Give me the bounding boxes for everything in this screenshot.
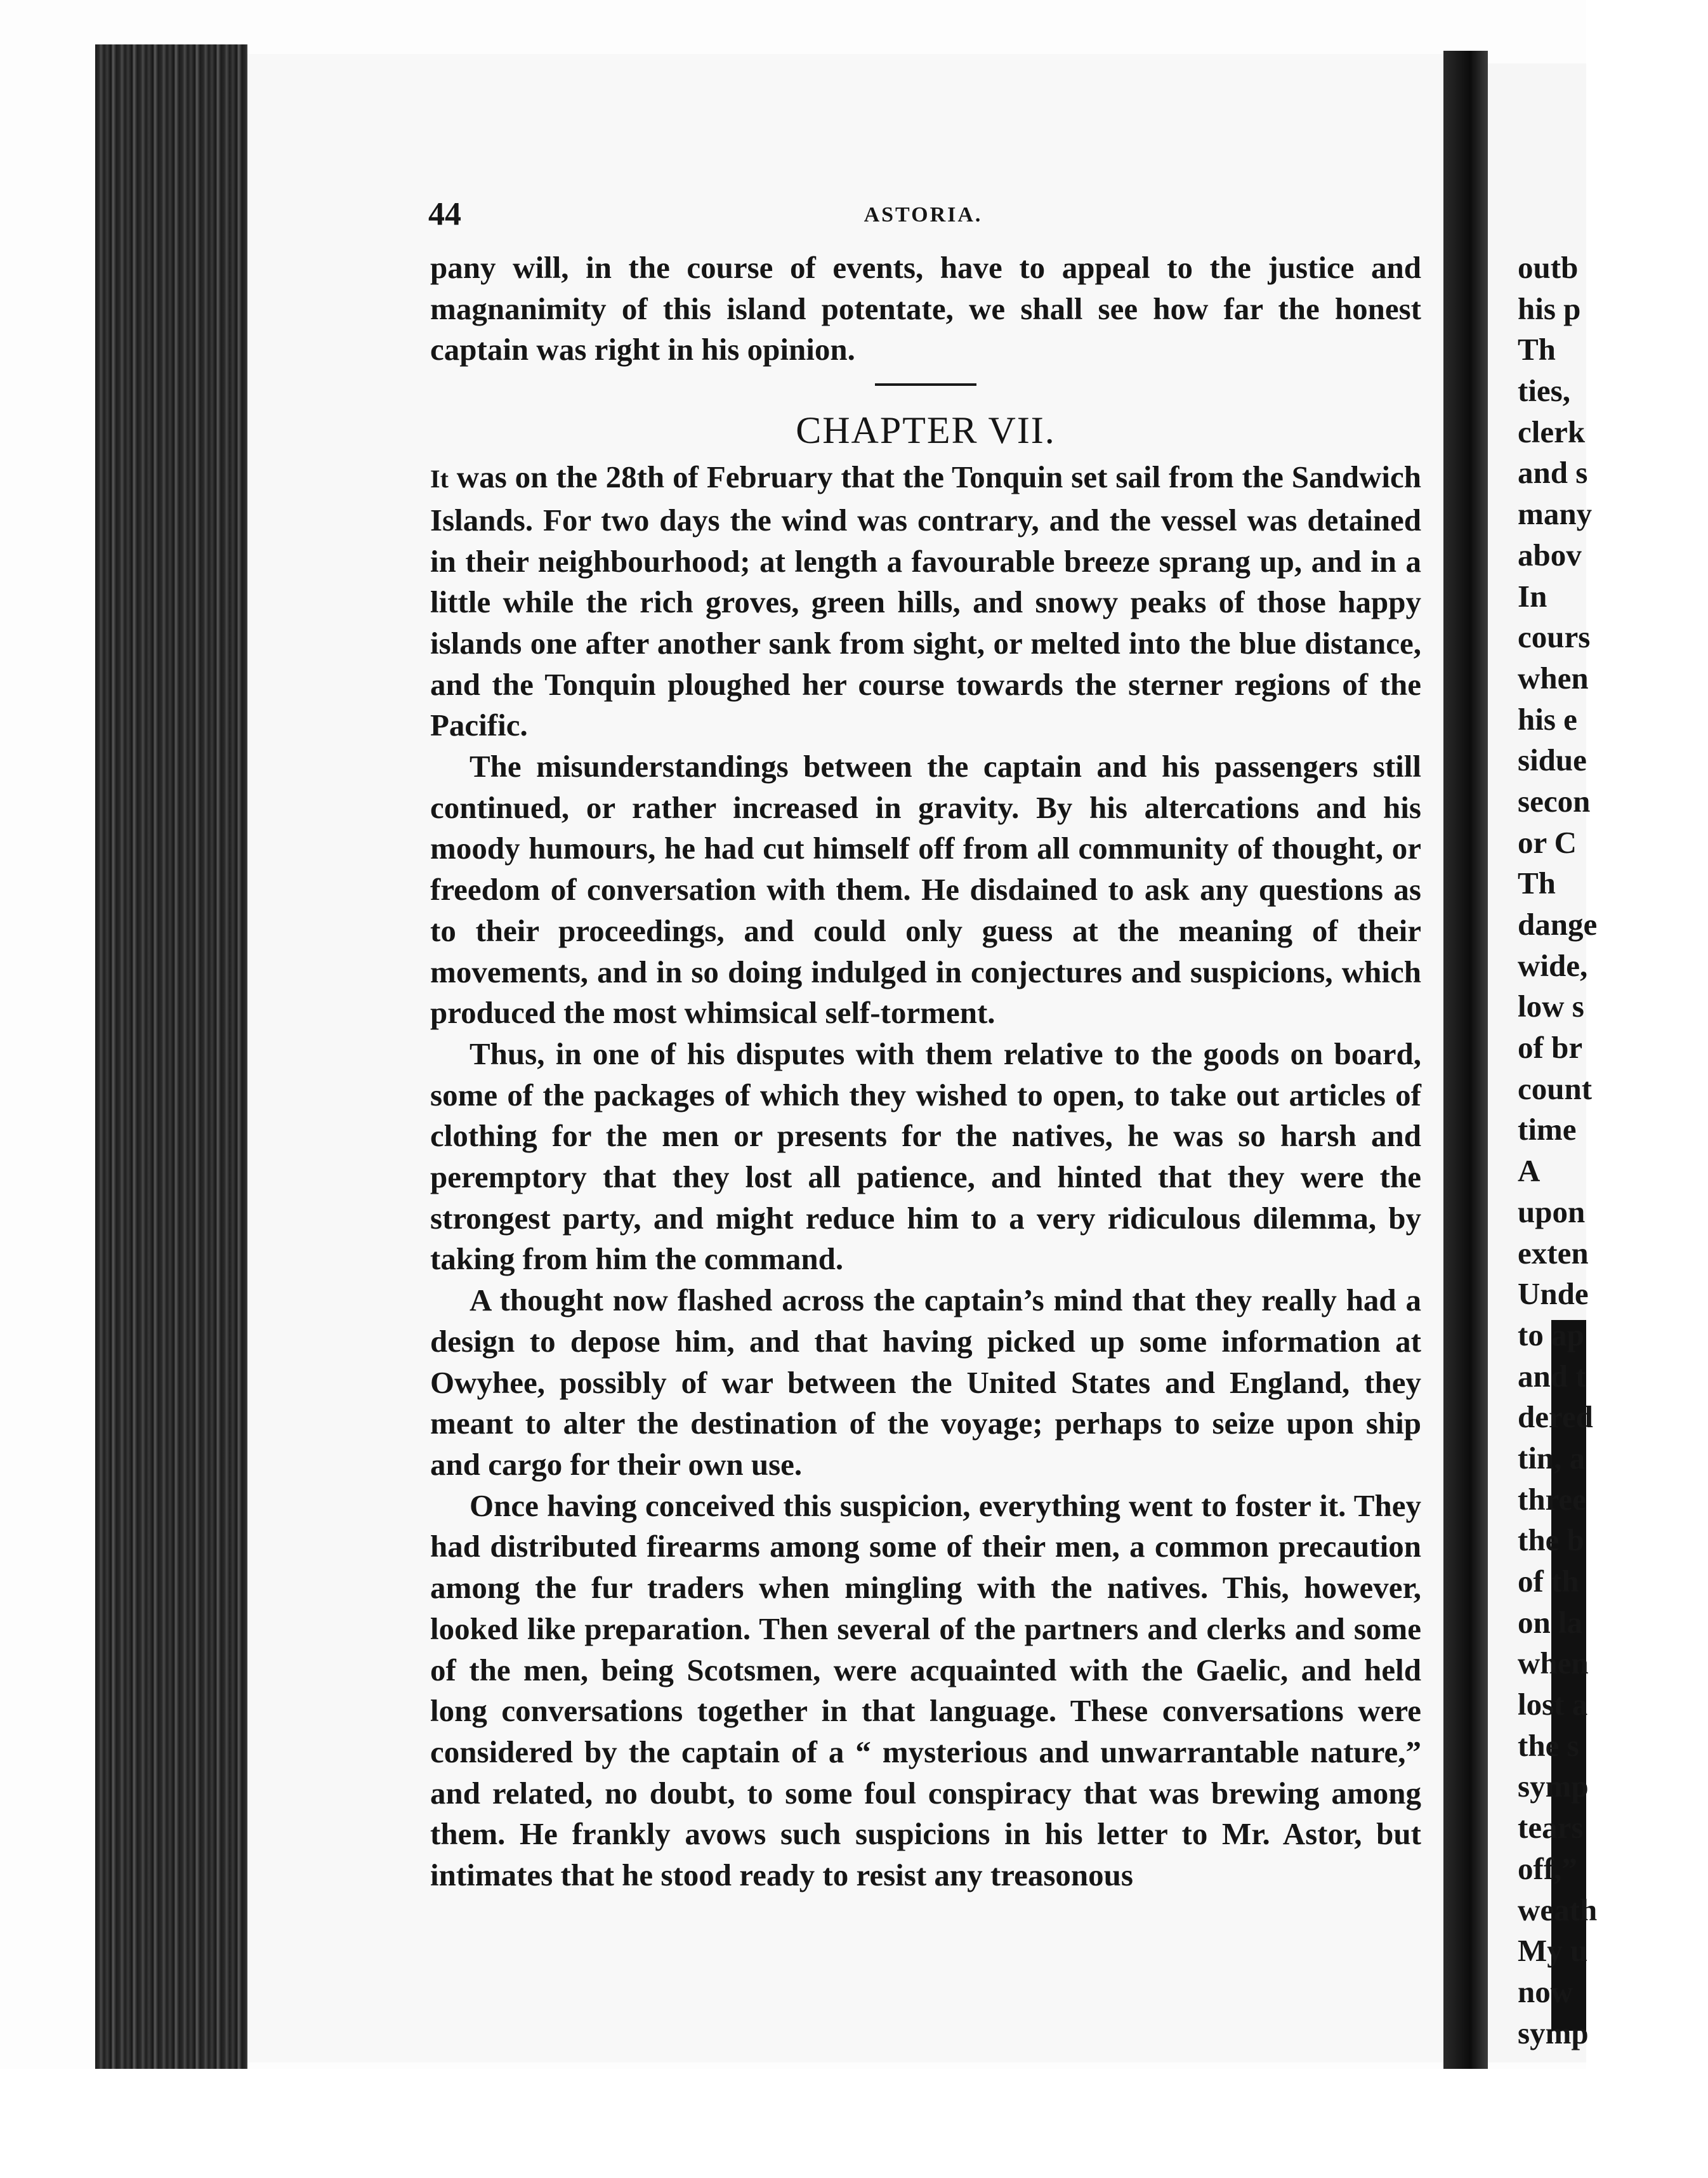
facing-line: upon [1518, 1194, 1586, 1229]
facing-line: on la [1518, 1604, 1583, 1640]
facing-line: Th [1518, 332, 1556, 367]
facing-line: the s [1518, 1727, 1579, 1763]
facing-line: of br [1518, 1030, 1583, 1066]
chapter-heading: CHAPTER VII. [796, 409, 1056, 452]
facing-line: dange [1518, 907, 1598, 942]
facing-line: many [1518, 496, 1593, 532]
paragraph: Thus, in one of his disputes with them relative to the goods on board, some of the packages of which they wished to open, to take out articles of clothing for the men or presents for the natives, he was so harsh and peremptory that they lost all patience, and hinted that they were the strongest party, and might reduce him to a very ridiculous dilemma, by taking from him the command. [430, 1036, 1421, 1277]
gutter-shadow [1443, 51, 1488, 2069]
paragraph-lead: It [430, 465, 449, 494]
facing-line: cours [1518, 619, 1591, 655]
facing-line: symp [1518, 2015, 1589, 2050]
text-column [430, 248, 1421, 1896]
facing-line: secon [1518, 783, 1591, 819]
facing-line: lost a [1518, 1687, 1588, 1722]
opening-paragraph: pany will, in the course of events, have to appeal to the justice and magnanimity of this island potentate, we shall see how far the honest captain was right in his opinion. [430, 250, 1421, 367]
facing-line: of th [1518, 1564, 1579, 1599]
facing-line: his e [1518, 701, 1577, 737]
paragraph: The misunderstandings between the captain and his passengers still continued, or rather increased in gravity. By his altercations and his moody humours, he had cut himself off from all community of thought, or freedom of conversation with them. He disdained to ask any questions as to their proceedings, and could only guess at the meaning of their movements, and in so doing indulged in conjectures and suspicions, which produced the most whimsical self-torment. [430, 749, 1421, 1031]
paragraph: A thought now flashed across the captain’s mind that they really had a design to depose him, and that having picked up some information at Owyhee, possibly of war between the United States and England, they meant to alter the destination of the voyage; perhaps to seize upon ship and cargo for their own use. [430, 1283, 1421, 1482]
facing-line: A [1518, 1153, 1540, 1189]
facing-line: exten [1518, 1235, 1589, 1270]
paragraph [430, 457, 1421, 746]
book-page-edges [95, 44, 247, 2069]
facing-line: Th [1518, 866, 1556, 901]
facing-line: count [1518, 1071, 1593, 1106]
facing-line: My u [1518, 1933, 1588, 1969]
running-head [428, 195, 1418, 234]
paragraph-text: was on the 28th of February that the Tonquin set sail from the Sandwich Islands. For two days the wind was contrary, and the vessel was detained in their neighbourhood; at length a favourable breeze sprang up, and in a little while the rich groves, green hills, and snowy peaks of those happy islands one after another sank from sight, or melted into the blue distance, and the Tonquin ploughed her course towards the sterner regions of the Pacific. [430, 459, 1421, 743]
facing-line: In [1518, 578, 1547, 614]
facing-line: abov [1518, 537, 1582, 572]
facing-line: now [1518, 1974, 1573, 2009]
running-title: ASTORIA. [864, 203, 983, 227]
bottom-margin [0, 2069, 1586, 2178]
facing-page-text [1518, 248, 1708, 2054]
facing-line: when [1518, 660, 1589, 696]
facing-line: and t [1518, 1358, 1586, 1394]
facing-line: or C [1518, 824, 1577, 860]
facing-line: his p [1518, 291, 1581, 326]
facing-line: off,” [1518, 1851, 1577, 1886]
facing-line: outb [1518, 250, 1579, 285]
facing-line: to ap [1518, 1317, 1584, 1352]
facing-line: and s [1518, 455, 1588, 491]
facing-line: three [1518, 1481, 1586, 1517]
facing-line: tin, a [1518, 1440, 1586, 1475]
facing-line: Unde [1518, 1276, 1589, 1312]
facing-line: dered [1518, 1399, 1593, 1435]
separator-rule [875, 383, 976, 386]
facing-line: tears [1518, 1810, 1584, 1845]
facing-line: sidue [1518, 742, 1587, 778]
page-number: 44 [428, 196, 461, 232]
facing-line: the b [1518, 1522, 1584, 1558]
facing-line: weath [1518, 1892, 1598, 1927]
facing-line: when [1518, 1646, 1589, 1681]
facing-line: wide, [1518, 947, 1588, 983]
facing-line: clerk [1518, 414, 1586, 449]
facing-line: ties, [1518, 373, 1570, 409]
facing-line: low s [1518, 989, 1584, 1024]
facing-line: symp [1518, 1769, 1589, 1804]
facing-line: time [1518, 1112, 1577, 1147]
paragraph: Once having conceived this suspicion, everything went to foster it. They had distributed firearms among some of their men, a common precaution among the fur traders when mingling with the natives. This, however, looked like preparation. Then several of the partners and clerks and some of the men, being Scotsmen, were acquainted with the Gaelic, and held long conversations together in that language. These conversations were considered by the captain of a “ mysterious and unwarrantable nature,” and related, no doubt, to some foul conspiracy that was brewing among them. He frankly avows such suspicions in his letter to Mr. Astor, but intimates that he stood ready to resist any treasonous [430, 1488, 1421, 1893]
